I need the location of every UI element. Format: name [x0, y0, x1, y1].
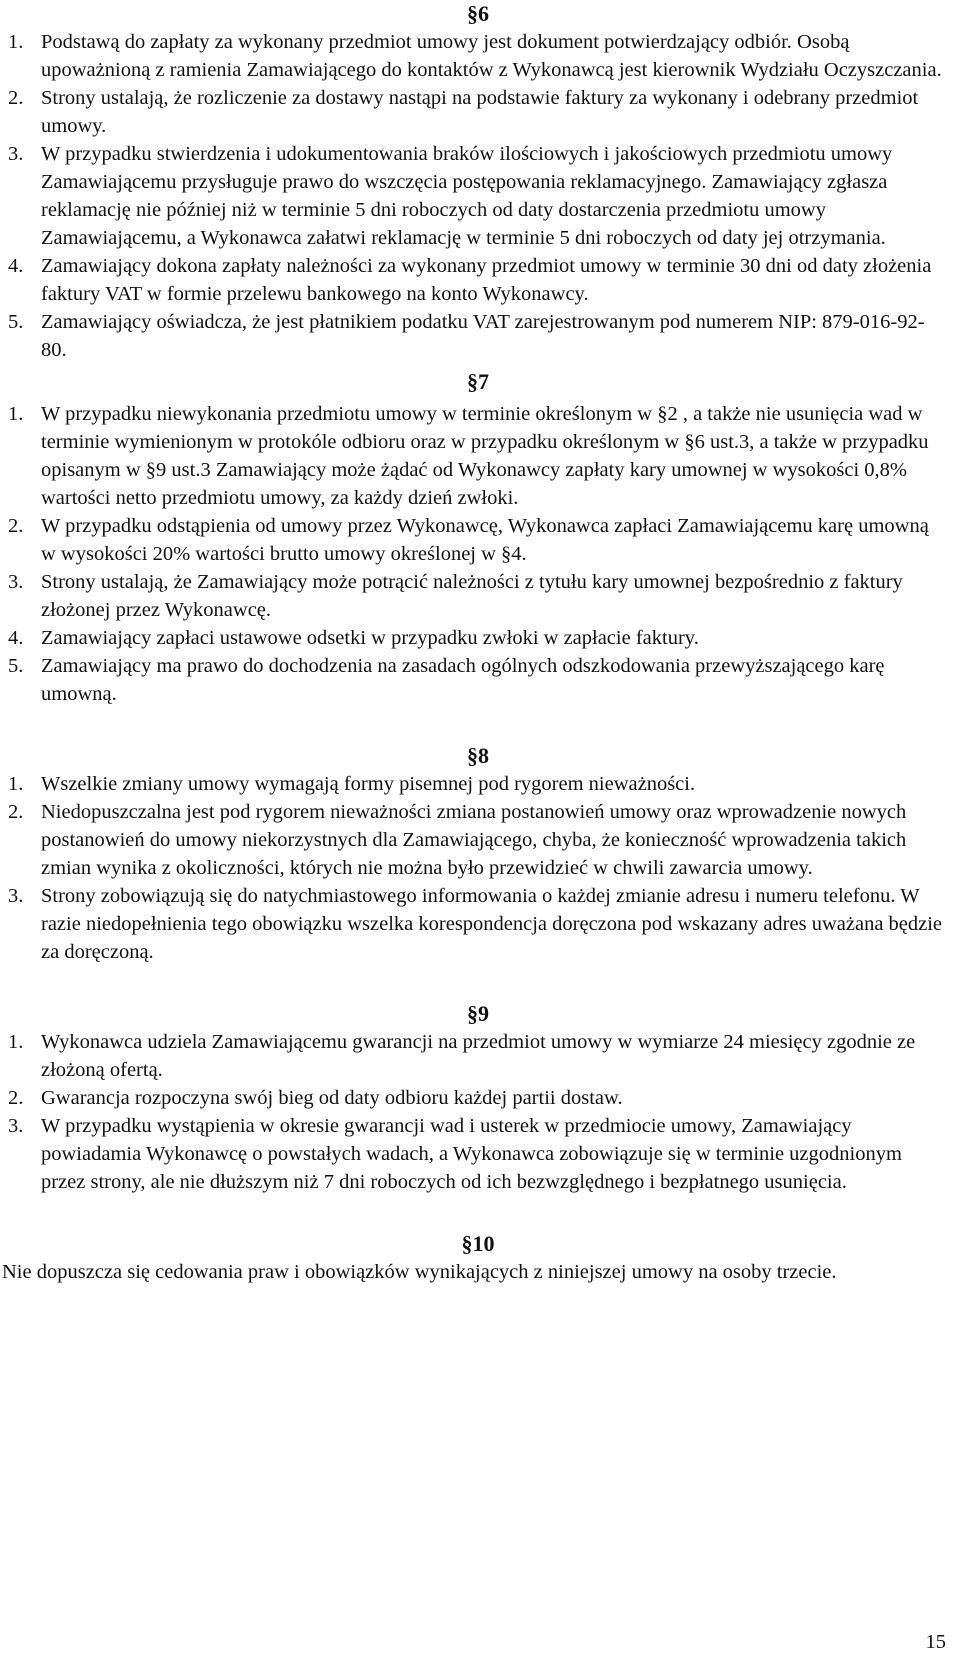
item-text: Podstawą do zapłaty za wykonany przedmiot umowy jest dokument potwierdzający odbiór. Osobą upoważnioną z ramienia Zamawiającego do kontaktów z Wykonawcą jest kierownik Wydziału Oczyszczania.: [41, 31, 942, 81]
item-text: Strony zobowiązują się do natychmiastowego informowania o każdej zmianie adresu i numeru telefonu. W razie niedopełnienia tego obowiązku wszelka korespondencja doręczona pod wskazany adres uważana będzie za doręczoną.: [41, 885, 943, 963]
item-number: 1.: [8, 403, 24, 425]
list-item: [8, 798, 948, 882]
list-item: [8, 624, 948, 652]
section-10: [2, 1230, 948, 1286]
item-number: 3.: [8, 571, 24, 593]
item-text: Gwarancja rozpoczyna swój bieg od daty odbioru każdej partii dostaw.: [41, 1087, 623, 1109]
section-9: [8, 1000, 948, 1196]
section-heading: §7: [467, 369, 489, 394]
list-item: [8, 770, 948, 798]
list-item: [8, 1028, 948, 1084]
section-paragraph: Nie dopuszcza się cedowania praw i obowiązków wynikających z niniejszej umowy na osoby trzecie.: [2, 1261, 837, 1283]
item-number: 1.: [8, 773, 24, 795]
document-page: [2, 0, 948, 1286]
item-number: 5.: [8, 311, 24, 333]
list-item: [8, 568, 948, 624]
section-7: [8, 368, 948, 708]
list-item: [8, 140, 948, 252]
list-item: [8, 252, 948, 308]
item-number: 2.: [8, 87, 24, 109]
item-number: 2.: [8, 515, 24, 537]
item-number: 3.: [8, 885, 24, 907]
list-item: [8, 1084, 948, 1112]
item-text: Strony ustalają, że rozliczenie za dostawy nastąpi na podstawie faktury za wykonany i odebrany przedmiot umowy.: [41, 87, 919, 137]
list-item: [8, 308, 948, 364]
section-6: [8, 0, 948, 364]
item-number: 1.: [8, 1031, 24, 1053]
item-number: 5.: [8, 655, 24, 677]
section-heading: §6: [467, 1, 489, 26]
list-item: [8, 84, 948, 140]
item-number: 1.: [8, 31, 24, 53]
item-text: W przypadku odstąpienia od umowy przez Wykonawcę, Wykonawca zapłaci Zamawiającemu karę umowną w wysokości 20% wartości brutto umowy określonej w §4.: [41, 515, 929, 565]
item-text: Zamawiający dokona zapłaty należności za wykonany przedmiot umowy w terminie 30 dni od daty złożenia faktury VAT w formie przelewu bankowego na konto Wykonawcy.: [41, 255, 932, 305]
list-item: [8, 652, 948, 708]
item-text: Strony ustalają, że Zamawiający może potrącić należności z tytułu kary umownej bezpośrednio z faktury złożonej przez Wykonawcę.: [41, 571, 903, 621]
item-number: 4.: [8, 255, 24, 277]
item-text: Zamawiający zapłaci ustawowe odsetki w przypadku zwłoki w zapłacie faktury.: [41, 627, 699, 649]
section-heading: §8: [467, 743, 489, 768]
list-item: [8, 28, 948, 84]
item-number: 2.: [8, 801, 24, 823]
item-text: Wszelkie zmiany umowy wymagają formy pisemnej pod rygorem nieważności.: [41, 773, 696, 795]
page-number: 15: [925, 1631, 946, 1653]
section-heading: §10: [461, 1231, 495, 1256]
item-text: Zamawiający ma prawo do dochodzenia na zasadach ogólnych odszkodowania przewyższającego karę umowną.: [41, 655, 885, 705]
list-item: [8, 1112, 948, 1196]
item-number: 3.: [8, 143, 24, 165]
list-item: [8, 882, 948, 966]
item-number: 2.: [8, 1087, 24, 1109]
item-text: Wykonawca udziela Zamawiającemu gwarancji na przedmiot umowy w wymiarze 24 miesięcy zgodnie ze złożoną ofertą.: [41, 1031, 916, 1081]
item-number: 3.: [8, 1115, 24, 1137]
section-8: [8, 742, 948, 966]
item-text: Zamawiający oświadcza, że jest płatnikiem podatku VAT zarejestrowanym pod numerem NIP: 879-016-92-80.: [41, 311, 925, 361]
list-item: [8, 512, 948, 568]
list-item: [8, 400, 948, 512]
section-heading: §9: [467, 1001, 489, 1026]
item-text: Niedopuszczalna jest pod rygorem nieważności zmiana postanowień umowy oraz wprowadzenie nowych postanowień do umowy niekorzystnych dla Zamawiającego, chyba, że konieczność wprowadzenia takich zmian wynika z okoliczności, których nie można było przewidzieć w chwili zawarcia umowy.: [41, 801, 907, 879]
item-text: W przypadku wystąpienia w okresie gwarancji wad i usterek w przedmiocie umowy, Zamawiający powiadamia Wykonawcę o powstałych wadach, a Wykonawca zobowiązuje się w terminie uzgodnionym przez strony, ale nie dłuższym niż 7 dni roboczych od ich bezwzględnego i bezpłatnego usunięcia.: [41, 1115, 902, 1193]
item-text: W przypadku stwierdzenia i udokumentowania braków ilościowych i jakościowych przedmiotu umowy Zamawiającemu przysługuje prawo do wszczęcia postępowania reklamacyjnego. Zamawiający zgłasza reklamację nie później niż w terminie 5 dni roboczych od daty dostarczenia przedmiotu umowy Zamawiającemu, a Wykonawca załatwi reklamację w terminie 5 dni roboczych od daty jej otrzymania.: [41, 143, 893, 249]
item-text: W przypadku niewykonania przedmiotu umowy w terminie określonym w §2 , a także nie usunięcia wad w terminie wymienionym w protokóle odbioru oraz w przypadku określonym w §6 ust.3, a także w przypadku opisanym w §9 ust.3 Zamawiający może żądać od Wykonawcy zapłaty kary umownej w wysokości 0,8% wartości netto przedmiotu umowy, za każdy dzień zwłoki.: [41, 403, 929, 509]
item-number: 4.: [8, 627, 24, 649]
